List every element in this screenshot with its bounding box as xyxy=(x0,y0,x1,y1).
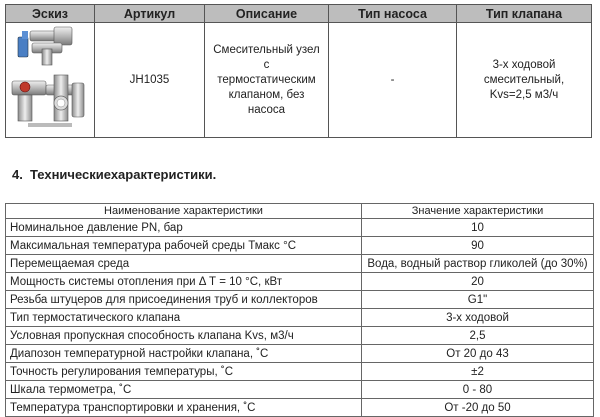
spec-name: Максимальная температура рабочей среды Тмакс °С xyxy=(6,237,362,255)
spec-name: Номинальное давление PN, бар xyxy=(6,219,362,237)
col-header-sketch: Эскиз xyxy=(6,5,95,23)
col-header-description: Описание xyxy=(205,5,329,23)
spec-name: Мощность системы отопления при Δ Т = 10 °С, кВт xyxy=(6,273,362,291)
spec-value: ±2 xyxy=(362,363,594,381)
section-heading xyxy=(12,167,216,182)
spec-value: 0 - 80 xyxy=(362,381,594,399)
spec-name: Перемещаемая среда xyxy=(6,255,362,273)
spec-value: G1" xyxy=(362,291,594,309)
valve-type-line: Kvs=2,5 м3/ч xyxy=(489,88,559,101)
col-header-pump-type: Тип насоса xyxy=(329,5,457,23)
pump-type-cell: - xyxy=(329,23,457,138)
table-row xyxy=(6,327,594,345)
spec-name: Температура транспортировки и хранения, ˚С xyxy=(6,399,362,417)
spec-value: 3-х ходовой xyxy=(362,309,594,327)
table-row xyxy=(6,363,594,381)
table-row xyxy=(6,399,594,417)
spec-value: От -20 до 50 xyxy=(362,399,594,417)
col-header-article: Артикул xyxy=(95,5,205,23)
table-row xyxy=(6,309,594,327)
table-row xyxy=(6,237,594,255)
product-sketch-cell xyxy=(6,23,95,138)
product-table-header xyxy=(6,5,592,23)
description-line: Смесительный узел с xyxy=(213,43,320,71)
spec-name: Точность регулирования температуры, ˚С xyxy=(6,363,362,381)
description-line: термостатическим xyxy=(217,73,316,86)
product-table xyxy=(5,4,592,138)
description-line: клапаном, без насоса xyxy=(228,88,305,116)
table-row xyxy=(6,345,594,363)
table-row xyxy=(6,273,594,291)
section-number: 4. xyxy=(12,167,23,182)
col-header-value: Значение характеристики xyxy=(362,204,594,219)
spec-name: Шкала термометра, ˚С xyxy=(6,381,362,399)
specs-table-header xyxy=(6,204,594,219)
table-row xyxy=(6,219,594,237)
spec-value: 20 xyxy=(362,273,594,291)
col-header-characteristic: Наименование характеристики xyxy=(6,204,362,219)
spec-name: Тип термостатического клапана xyxy=(6,309,362,327)
spec-value: Вода, водный раствор гликолей (до 30%) xyxy=(362,255,594,273)
table-row xyxy=(6,255,594,273)
spec-value: 10 xyxy=(362,219,594,237)
specs-table xyxy=(5,203,594,417)
table-row xyxy=(6,381,594,399)
spec-name: Условная пропускная способность клапана Kvs, м3/ч xyxy=(6,327,362,345)
valve-type-line: 3-х ходовой xyxy=(492,58,556,71)
description-cell xyxy=(205,23,329,138)
valve-type-line: смесительный, xyxy=(483,73,565,86)
product-row xyxy=(6,23,592,138)
valve-type-cell xyxy=(457,23,592,138)
spec-value: 2,5 xyxy=(362,327,594,345)
section-title: Техническиехарактеристики. xyxy=(30,167,217,182)
table-row xyxy=(6,291,594,309)
col-header-valve-type: Тип клапана xyxy=(457,5,592,23)
spec-name: Диапозон температурной настройки клапана, ˚С xyxy=(6,345,362,363)
mixing-unit-image xyxy=(8,23,93,132)
spec-value: От 20 до 43 xyxy=(362,345,594,363)
spec-value: 90 xyxy=(362,237,594,255)
spec-name: Резьба штуцеров для присоединения труб и коллекторов xyxy=(6,291,362,309)
article-cell: JH1035 xyxy=(95,23,205,138)
